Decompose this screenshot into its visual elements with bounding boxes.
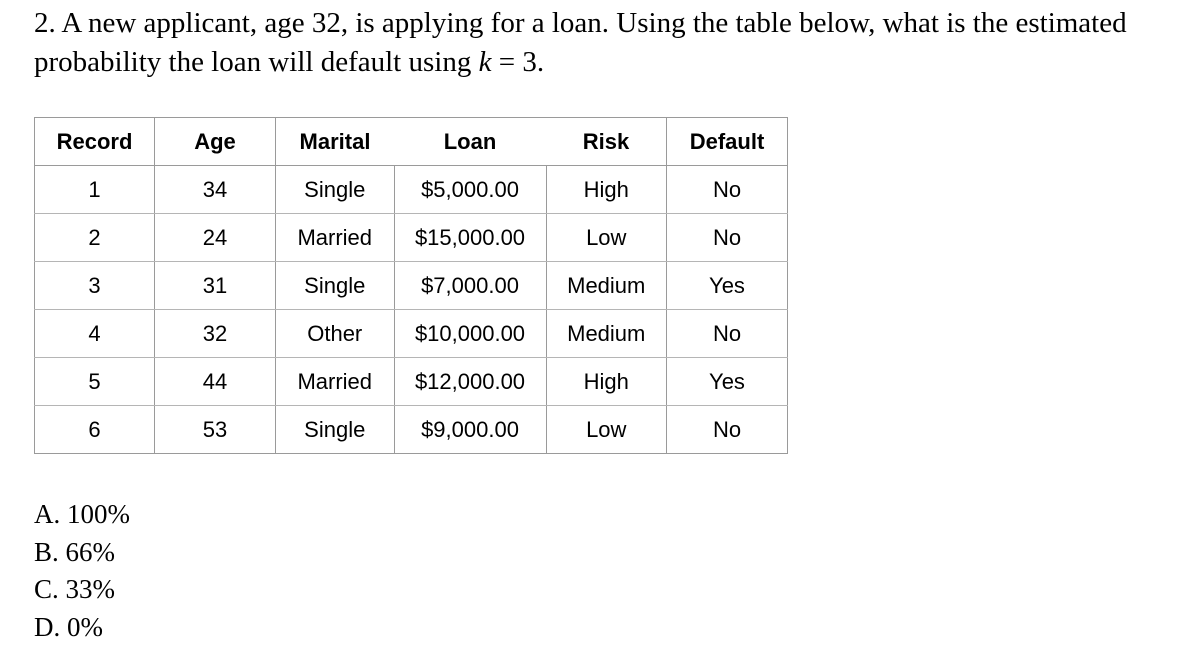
- cell-loan: $10,000.00: [394, 310, 546, 358]
- question-line-2: [34, 43, 1194, 82]
- cell-risk: High: [546, 166, 667, 214]
- table-row: [35, 310, 788, 358]
- option-d: D. 0%: [34, 611, 103, 642]
- table-row: [35, 358, 788, 406]
- cell-risk: Medium: [546, 310, 667, 358]
- cell-age: 31: [155, 262, 276, 310]
- cell-marital: Married: [276, 358, 395, 406]
- cell-marital: Single: [276, 406, 395, 454]
- k-variable: k: [478, 46, 492, 78]
- question-line-2-suffix: = 3.: [491, 46, 545, 78]
- cell-default: No: [667, 406, 788, 454]
- option-c: C. 33%: [34, 574, 115, 604]
- cell-marital: Married: [276, 214, 395, 262]
- cell-risk: Low: [546, 406, 667, 454]
- cell-age: 53: [155, 406, 276, 454]
- option-a: A. 100%: [34, 499, 130, 529]
- header-record: Record: [35, 118, 155, 166]
- answer-options: [34, 496, 130, 646]
- cell-loan: $15,000.00: [394, 214, 546, 262]
- cell-default: No: [667, 166, 788, 214]
- cell-loan: $7,000.00: [394, 262, 546, 310]
- cell-record: 1: [35, 166, 155, 214]
- cell-default: Yes: [667, 262, 788, 310]
- cell-risk: Low: [546, 214, 667, 262]
- cell-risk: Medium: [546, 262, 667, 310]
- table-row: [35, 166, 788, 214]
- cell-loan: $5,000.00: [394, 166, 546, 214]
- cell-default: Yes: [667, 358, 788, 406]
- table-header-row: [35, 118, 788, 166]
- cell-marital: Other: [276, 310, 395, 358]
- cell-age: 24: [155, 214, 276, 262]
- cell-age: 34: [155, 166, 276, 214]
- header-marital: Marital: [276, 118, 395, 166]
- cell-loan: $12,000.00: [394, 358, 546, 406]
- header-risk: Risk: [546, 118, 667, 166]
- cell-default: No: [667, 214, 788, 262]
- cell-record: 3: [35, 262, 155, 310]
- question-text: [34, 4, 1194, 82]
- cell-marital: Single: [276, 262, 395, 310]
- cell-loan: $9,000.00: [394, 406, 546, 454]
- cell-default: No: [667, 310, 788, 358]
- cell-age: 32: [155, 310, 276, 358]
- header-age: Age: [155, 118, 276, 166]
- cell-risk: High: [546, 358, 667, 406]
- cell-record: 4: [35, 310, 155, 358]
- option-b: B. 66%: [34, 536, 115, 567]
- cell-record: 6: [35, 406, 155, 454]
- loan-records-table: [34, 117, 788, 454]
- header-loan: Loan: [394, 118, 546, 166]
- question-line-2-prefix: probability the loan will default using: [34, 46, 479, 78]
- table-row: [35, 406, 788, 454]
- table-row: [35, 262, 788, 310]
- header-default: Default: [667, 118, 788, 166]
- cell-age: 44: [155, 358, 276, 406]
- question-line-1: 2. A new applicant, age 32, is applying for a loan. Using the table below, what is the estimated: [34, 7, 1127, 39]
- table-row: [35, 214, 788, 262]
- cell-record: 5: [35, 358, 155, 406]
- cell-record: 2: [35, 214, 155, 262]
- cell-marital: Single: [276, 166, 395, 214]
